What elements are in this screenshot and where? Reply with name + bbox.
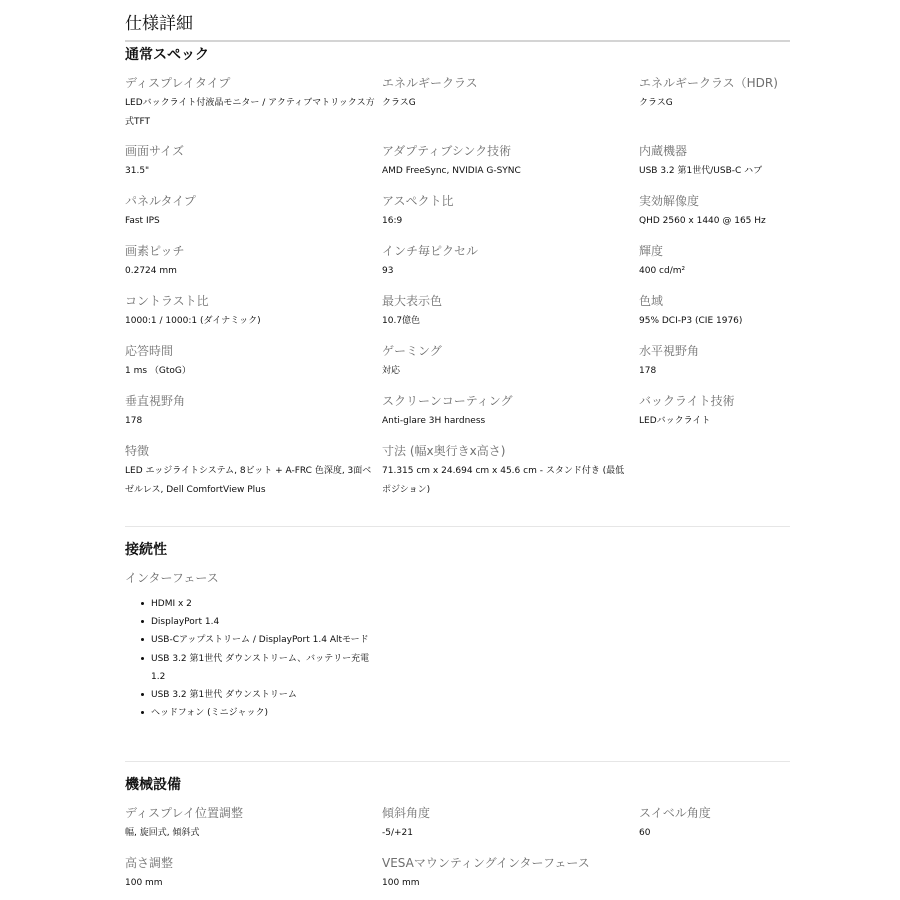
spec-value: 31.5" — [125, 166, 150, 176]
spec-item-energy-class — [382, 75, 632, 113]
spec-label: VESAマウンティングインターフェース — [382, 856, 590, 870]
spec-value: LEDバックライト付液晶モニター / アクティブマトリックス方式TFT — [125, 98, 375, 127]
spec-item-gaming — [382, 343, 632, 381]
spec-value: 178 — [125, 416, 143, 426]
spec-value: 71.315 cm x 24.694 cm x 45.6 cm - スタンド付き (最低ポジション) — [382, 466, 625, 495]
section-title-mechanical: 機械設備 — [125, 777, 181, 793]
spec-value: 対応 — [382, 366, 401, 376]
spec-item-display-type — [125, 75, 375, 132]
spec-label: 特徴 — [125, 444, 150, 458]
interface-list — [151, 595, 381, 722]
spec-item-tilt-angle — [382, 805, 632, 843]
spec-item-height-adjust — [125, 855, 375, 893]
spec-value: クラスG — [639, 98, 673, 108]
spec-label: エネルギークラス（HDR) — [639, 76, 778, 90]
spec-item-swivel-angle — [639, 805, 889, 843]
spec-label: 寸法 (幅x奥行きx高さ) — [382, 444, 506, 458]
section-title-connectivity: 接続性 — [125, 542, 167, 558]
spec-value: LEDバックライト — [639, 416, 711, 426]
list-item: HDMI x 2 — [151, 595, 381, 613]
spec-item-display-position-adjust — [125, 805, 375, 843]
spec-value: 95% DCI-P3 (CIE 1976) — [639, 316, 743, 326]
spec-item-horizontal-viewing-angle — [639, 343, 889, 381]
spec-label: アダプティブシンク技術 — [382, 144, 512, 158]
spec-item-ppi — [382, 243, 632, 281]
spec-label: 水平視野角 — [639, 344, 700, 358]
spec-label: 傾斜角度 — [382, 806, 431, 820]
spec-label: コントラスト比 — [125, 294, 209, 308]
interface-label: インターフェース — [125, 571, 219, 585]
list-item: USB 3.2 第1世代 ダウンストリーム、バッテリー充電 1.2 — [151, 650, 381, 686]
spec-value: 16:9 — [382, 216, 403, 226]
list-item: DisplayPort 1.4 — [151, 613, 381, 631]
spec-item-resolution — [639, 193, 889, 231]
spec-value: 10.7億色 — [382, 316, 421, 326]
spec-value: QHD 2560 x 1440 @ 165 Hz — [639, 216, 766, 226]
spec-label: 内蔵機器 — [639, 144, 688, 158]
spec-item-max-colors — [382, 293, 632, 331]
title-divider — [125, 40, 790, 42]
spec-item-pixel-pitch — [125, 243, 375, 281]
list-item: USB 3.2 第1世代 ダウンストリーム — [151, 686, 381, 704]
spec-value: LED エッジライトシステム, 8ビット + A-FRC 色深度, 3面ベゼルレス, Dell ComfortView Plus — [125, 466, 372, 495]
spec-label: アスペクト比 — [382, 194, 454, 208]
spec-label: 高さ調整 — [125, 856, 174, 870]
spec-value: 100 mm — [382, 878, 420, 888]
spec-item-energy-class-hdr — [639, 75, 889, 113]
spec-item-adaptive-sync — [382, 143, 632, 181]
spec-item-screen-coating — [382, 393, 632, 431]
spec-item-vesa-mount — [382, 855, 632, 893]
spec-label: 色域 — [639, 294, 664, 308]
spec-item-panel-type — [125, 193, 375, 231]
spec-value: USB 3.2 第1世代/USB-C ハブ — [639, 166, 763, 176]
spec-item-features — [125, 443, 375, 500]
spec-label: 実効解像度 — [639, 194, 700, 208]
page-title: 仕様詳細 — [125, 14, 193, 34]
spec-value: 178 — [639, 366, 657, 376]
section-divider — [125, 761, 790, 762]
spec-label: スクリーンコーティング — [382, 394, 513, 408]
spec-value: 0.2724 mm — [125, 266, 177, 276]
spec-label: ゲーミング — [382, 344, 442, 358]
spec-item-contrast — [125, 293, 375, 331]
spec-label: パネルタイプ — [125, 194, 196, 208]
spec-label: 画面サイズ — [125, 144, 185, 158]
section-title-general: 通常スペック — [125, 47, 209, 63]
spec-value: AMD FreeSync, NVIDIA G-SYNC — [382, 166, 521, 176]
spec-label: インチ毎ピクセル — [382, 244, 479, 258]
list-item: ヘッドフォン (ミニジャック) — [151, 704, 381, 722]
spec-value: 1 ms （GtoG） — [125, 366, 191, 376]
spec-value: Fast IPS — [125, 216, 160, 226]
spec-item-screen-size — [125, 143, 375, 181]
spec-item-vertical-viewing-angle — [125, 393, 375, 431]
spec-label: 輝度 — [639, 244, 664, 258]
spec-label: エネルギークラス — [382, 76, 478, 90]
spec-label: 最大表示色 — [382, 294, 443, 308]
spec-label: ディスプレイタイプ — [125, 76, 231, 90]
spec-value: 60 — [639, 828, 651, 838]
section-divider — [125, 526, 790, 527]
spec-item-brightness — [639, 243, 889, 281]
spec-value: -5/+21 — [382, 828, 413, 838]
spec-item-color-gamut — [639, 293, 889, 331]
spec-item-aspect-ratio — [382, 193, 632, 231]
list-item: USB-Cアップストリーム / DisplayPort 1.4 Altモード — [151, 631, 381, 649]
spec-label: 垂直視野角 — [125, 394, 186, 408]
spec-label: 応答時間 — [125, 344, 174, 358]
spec-value: 1000:1 / 1000:1 (ダイナミック) — [125, 316, 261, 326]
spec-value: 93 — [382, 266, 394, 276]
spec-value: クラスG — [382, 98, 416, 108]
spec-label: バックライト技術 — [639, 394, 735, 408]
spec-value: Anti-glare 3H hardness — [382, 416, 486, 426]
spec-item-built-in-devices — [639, 143, 889, 181]
spec-item-backlight — [639, 393, 889, 431]
spec-item-dimensions — [382, 443, 632, 500]
spec-value: 幅, 旋回式, 傾斜式 — [125, 828, 200, 838]
spec-item-response-time — [125, 343, 375, 381]
spec-value: 400 cd/m² — [639, 266, 686, 276]
spec-label: 画素ピッチ — [125, 244, 185, 258]
spec-label: スイベル角度 — [639, 806, 711, 820]
spec-value: 100 mm — [125, 878, 163, 888]
spec-label: ディスプレイ位置調整 — [125, 806, 243, 820]
